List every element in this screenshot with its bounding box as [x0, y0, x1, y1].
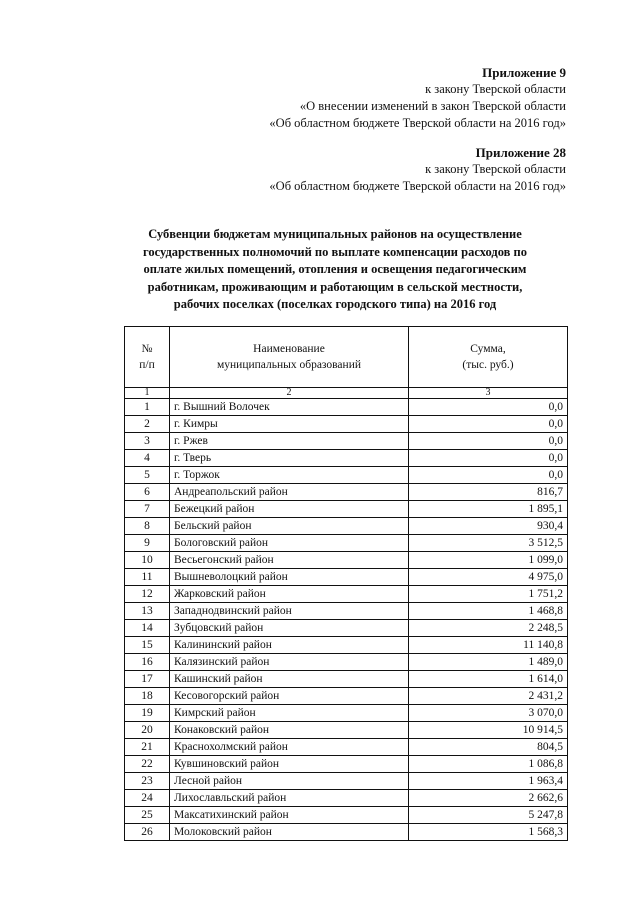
row-number: 10 [125, 552, 170, 569]
table-row [125, 620, 568, 637]
table-row [125, 416, 568, 433]
row-sum: 1 614,0 [409, 671, 568, 688]
table-row [125, 433, 568, 450]
row-name: Бельский район [170, 518, 409, 535]
table-row [125, 790, 568, 807]
row-number: 2 [125, 416, 170, 433]
appendix-28-block [146, 144, 566, 195]
row-sum: 5 247,8 [409, 807, 568, 824]
row-number: 11 [125, 569, 170, 586]
header-number-line1: № [141, 343, 153, 355]
row-name: г. Тверь [170, 450, 409, 467]
row-number: 3 [125, 433, 170, 450]
row-number: 4 [125, 450, 170, 467]
row-number: 16 [125, 654, 170, 671]
title-line: государственных полномочий по выплате компенсации расходов по [143, 244, 527, 259]
row-name: Молоковский район [170, 824, 409, 841]
row-number: 9 [125, 535, 170, 552]
row-name: Конаковский район [170, 722, 409, 739]
row-name: г. Кимры [170, 416, 409, 433]
row-name: Весьегонский район [170, 552, 409, 569]
row-number: 24 [125, 790, 170, 807]
row-sum: 816,7 [409, 484, 568, 501]
row-name: Лихославльский район [170, 790, 409, 807]
row-number: 22 [125, 756, 170, 773]
row-number: 6 [125, 484, 170, 501]
title-line: Субвенции бюджетам муниципальных районов на осуществление [148, 227, 522, 241]
title-line: оплате жилых помещений, отопления и освещения педагогическим [143, 262, 527, 276]
document-title [110, 226, 560, 314]
row-name: Лесной район [170, 773, 409, 790]
row-sum: 0,0 [409, 467, 568, 484]
row-name: г. Вышний Волочек [170, 399, 409, 416]
subsidies-table [124, 326, 568, 841]
row-name: Максатихинский район [170, 807, 409, 824]
title-line: рабочих поселках (поселках городского типа) на 2016 год [173, 297, 497, 311]
row-number: 13 [125, 603, 170, 620]
row-sum: 10 914,5 [409, 722, 568, 739]
row-number: 1 [125, 399, 170, 416]
row-sum: 1 489,0 [409, 654, 568, 671]
row-name: г. Ржев [170, 433, 409, 450]
row-name: Жарковский район [170, 586, 409, 603]
row-name: Калязинский район [170, 654, 409, 671]
row-sum: 1 751,2 [409, 586, 568, 603]
row-sum: 4 975,0 [409, 569, 568, 586]
row-number: 23 [125, 773, 170, 790]
row-name: Западнодвинский район [170, 603, 409, 620]
row-number: 14 [125, 620, 170, 637]
row-name: Краснохолмский район [170, 739, 409, 756]
appendix-9-line: к закону Тверской области [425, 82, 566, 96]
table-row [125, 739, 568, 756]
row-number: 25 [125, 807, 170, 824]
appendix-28-line: к закону Тверской области [425, 162, 566, 176]
row-sum: 2 248,5 [409, 620, 568, 637]
row-sum: 1 468,8 [409, 603, 568, 620]
table-row [125, 552, 568, 569]
table-row [125, 756, 568, 773]
table-row [125, 688, 568, 705]
header-name-line1: Наименование [253, 343, 325, 355]
header-sum-line2: (тыс. руб.) [462, 359, 514, 371]
row-sum: 3 070,0 [409, 705, 568, 722]
row-sum: 1 568,3 [409, 824, 568, 841]
table-row [125, 654, 568, 671]
row-name: Кимрский район [170, 705, 409, 722]
row-number: 17 [125, 671, 170, 688]
table-row [125, 773, 568, 790]
row-sum: 1 895,1 [409, 501, 568, 518]
table-row [125, 399, 568, 416]
header-name-line2: муниципальных образований [216, 359, 362, 371]
row-name: Кесовогорский район [170, 688, 409, 705]
table-row [125, 501, 568, 518]
row-number: 21 [125, 739, 170, 756]
row-number: 15 [125, 637, 170, 654]
row-name: Вышневолоцкий район [170, 569, 409, 586]
row-number: 5 [125, 467, 170, 484]
appendix-9-line: «Об областном бюджете Тверской области на 2016 год» [269, 116, 566, 130]
row-sum: 1 086,8 [409, 756, 568, 773]
table-row [125, 569, 568, 586]
row-sum: 3 512,5 [409, 535, 568, 552]
table-row [125, 484, 568, 501]
row-name: Бологовский район [170, 535, 409, 552]
row-name: Кашинский район [170, 671, 409, 688]
appendix-9-block [146, 64, 566, 132]
column-number: 3 [409, 388, 568, 399]
row-number: 7 [125, 501, 170, 518]
table-row [125, 705, 568, 722]
row-number: 19 [125, 705, 170, 722]
appendix-28-title: Приложение 28 [475, 145, 566, 160]
table-row [125, 586, 568, 603]
row-number: 18 [125, 688, 170, 705]
row-name: Зубцовский район [170, 620, 409, 637]
column-number: 2 [170, 388, 409, 399]
table-row [125, 671, 568, 688]
header-number-line2: п/п [139, 359, 155, 371]
row-name: г. Торжок [170, 467, 409, 484]
row-sum: 0,0 [409, 399, 568, 416]
appendix-9-title: Приложение 9 [482, 65, 566, 80]
table-row [125, 722, 568, 739]
column-number-row [125, 388, 568, 399]
row-sum: 804,5 [409, 739, 568, 756]
table-row [125, 467, 568, 484]
row-sum: 1 963,4 [409, 773, 568, 790]
row-sum: 930,4 [409, 518, 568, 535]
column-number: 1 [125, 388, 170, 399]
row-number: 8 [125, 518, 170, 535]
table-row [125, 535, 568, 552]
header-number [125, 327, 170, 388]
row-number: 12 [125, 586, 170, 603]
table-row [125, 450, 568, 467]
table-row [125, 637, 568, 654]
table-row [125, 807, 568, 824]
table-row [125, 518, 568, 535]
row-number: 20 [125, 722, 170, 739]
row-sum: 2 431,2 [409, 688, 568, 705]
row-sum: 0,0 [409, 450, 568, 467]
header-sum [409, 327, 568, 388]
title-line: работникам, проживающим и работающим в сельской местности, [147, 279, 523, 294]
row-name: Бежецкий район [170, 501, 409, 518]
row-sum: 2 662,6 [409, 790, 568, 807]
row-name: Кувшиновский район [170, 756, 409, 773]
row-number: 26 [125, 824, 170, 841]
appendix-9-line: «О внесении изменений в закон Тверской области [299, 99, 566, 113]
row-sum: 1 099,0 [409, 552, 568, 569]
row-name: Андреапольский район [170, 484, 409, 501]
header-name [170, 327, 409, 388]
row-name: Калининский район [170, 637, 409, 654]
row-sum: 0,0 [409, 433, 568, 450]
table-row [125, 603, 568, 620]
document-header [146, 64, 566, 195]
row-sum: 11 140,8 [409, 637, 568, 654]
row-sum: 0,0 [409, 416, 568, 433]
header-sum-line1: Сумма, [470, 343, 506, 355]
appendix-28-line: «Об областном бюджете Тверской области на 2016 год» [269, 179, 566, 193]
table-header-row [125, 327, 568, 388]
table-row [125, 824, 568, 841]
